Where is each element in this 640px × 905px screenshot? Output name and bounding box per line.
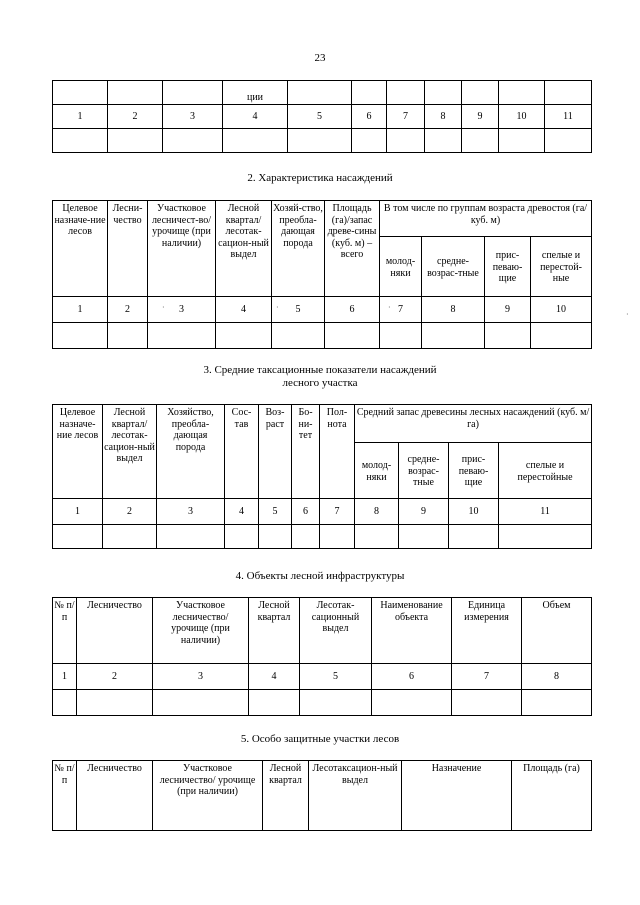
column-number: 7 [387,105,425,129]
header-quarter: Лесной квартал/ лесотак-сацион-ный выдел [216,201,272,297]
section-3-title-line-2: лесного участка [282,377,358,389]
column-number: 5 [300,664,372,690]
column-number: 3 [163,105,223,129]
header-density: Пол-нота [320,405,355,499]
table-2-number-row [53,297,592,323]
column-number: 11 [499,499,592,525]
column-number: 10 [449,499,499,525]
header-purpose: Целевое назначе-ние лесов [53,405,103,499]
header-ripe: спелые и перестой-ные [531,237,592,297]
continuation-label: ции [223,81,288,105]
table-3-taxation [52,404,592,549]
header-number: № п/п [53,598,77,664]
header-average-stock: Средний запас древесины лесных насаждений (куб. м/га) [355,405,592,443]
header-unit: Единица измерения [452,598,522,664]
column-number: 6 [352,105,387,129]
table-4-header-row [53,598,592,664]
header-composition: Сос-тав [225,405,259,499]
header-middle-aged: средне-возрас-тные [422,237,485,297]
column-number: 4 [216,297,272,323]
header-plot: Лесотак-сационный выдел [300,598,372,664]
header-young: молод-няки [380,237,422,297]
header-young: молод-няки [355,443,399,499]
page-number: 23 [314,52,326,64]
header-species: Хозяй-ство, преобла-дающая порода [272,201,325,297]
table-2-stands [52,200,592,349]
table-4-number-row [53,664,592,690]
column-number: 5 [288,105,352,129]
column-number: 8 [422,297,485,323]
column-number: 4 [225,499,259,525]
table-row-empty [53,525,592,549]
header-area: Площадь (га) [512,761,592,831]
column-number: 8 [522,664,592,690]
header-volume: Объем [522,598,592,664]
column-number: 2 [103,499,157,525]
header-species: Хозяйство, преобла-дающая порода [157,405,225,499]
table-row-empty [53,690,592,716]
column-number: 8 [425,105,462,129]
header-quarter: Лесной квартал/ лесотак-сацион-ный выдел [103,405,157,499]
column-number: 3 [157,499,225,525]
header-bonitet: Бо-ни-тет [292,405,320,499]
column-number: 5 [272,297,325,323]
header-district: Участковое лесничество/ урочище (при наличии) [153,761,263,831]
column-number: 3 [148,297,216,323]
header-forestry: Лесничество [77,598,153,664]
header-age-groups: В том числе по группам возраста древостоя (га/куб. м) [380,201,592,237]
header-ripening: прис-певаю-щие [485,237,531,297]
column-number: 9 [399,499,449,525]
column-number: 1 [53,499,103,525]
column-number: 6 [292,499,320,525]
column-number: 9 [462,105,499,129]
header-object-name: Наименование объекта [372,598,452,664]
column-number: 3 [153,664,249,690]
header-purpose: Назначение [402,761,512,831]
header-purpose: Целевое назначе-ние лесов [53,201,108,297]
column-number: 7 [380,297,422,323]
header-ripe: спелые и перестойные [499,443,592,499]
column-number: 4 [223,105,288,129]
table-row-empty [53,323,592,349]
column-number: 9 [485,297,531,323]
scan-speck: · [626,310,629,319]
table-5-protected-areas [52,760,592,831]
header-quarter: Лесной квартал [263,761,309,831]
column-number: 2 [108,105,163,129]
column-number: 7 [320,499,355,525]
header-plot: Лесотаксацион-ный выдел [309,761,402,831]
header-district: Участковое лесничество/ урочище (при наличии) [153,598,249,664]
column-number: 1 [53,297,108,323]
column-number: 7 [452,664,522,690]
column-number: 10 [531,297,592,323]
header-area: Площадь (га)/запас древе-сины (куб. м) – всего [325,201,380,297]
scan-speck: · [162,303,165,312]
header-age: Воз-раст [259,405,292,499]
table-4-infrastructure [52,597,592,716]
section-2-title: 2. Характеристика насаждений [247,172,393,184]
column-number: 4 [249,664,300,690]
column-number: 1 [53,664,77,690]
column-number: 8 [355,499,399,525]
table-1-number-row [53,105,592,129]
column-number: 6 [325,297,380,323]
column-number: 6 [372,664,452,690]
column-number: 2 [77,664,153,690]
table-5-header-row [53,761,592,831]
column-number: 10 [499,105,545,129]
scan-speck: · [276,303,279,312]
section-5-title: 5. Особо защитные участки лесов [240,733,400,745]
table-row-empty [53,129,592,153]
section-4-title: 4. Объекты лесной инфраструктуры [235,570,405,582]
header-number: № п/п [53,761,77,831]
header-quarter: Лесной квартал [249,598,300,664]
header-forestry: Лесни-чество [108,201,148,297]
scan-speck: · [388,303,391,312]
table-1-continuation [52,80,592,153]
column-number: 5 [259,499,292,525]
table-3-number-row [53,499,592,525]
column-number: 11 [545,105,592,129]
header-ripening: прис-певаю-щие [449,443,499,499]
column-number: 1 [53,105,108,129]
header-district: Участковое лесничест-во/урочище (при наличии) [148,201,216,297]
section-3-title-line-1: 3. Средние таксационные показатели насаждений [203,364,437,376]
header-middle-aged: средне-возрас-тные [399,443,449,499]
column-number: 2 [108,297,148,323]
header-forestry: Лесничество [77,761,153,831]
